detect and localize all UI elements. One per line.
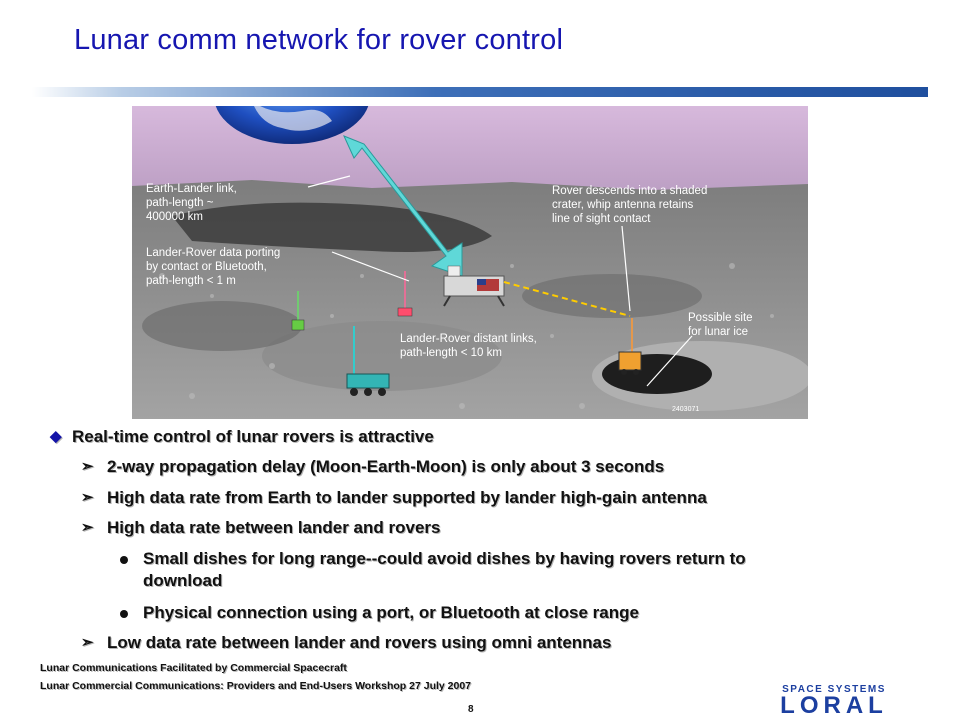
illustration-svg (132, 106, 808, 419)
label-distant-line-2: path-length < 10 km (400, 347, 502, 359)
lunar-surface-illustration (132, 106, 808, 419)
label-crater-line-1: Rover descends into a shaded (552, 185, 708, 197)
footer-line-1: Lunar Communications Facilitated by Commercial Spacecraft (40, 662, 347, 674)
title-divider (32, 87, 928, 97)
arrow-bullet-icon: ➣ (81, 458, 94, 475)
footer-line-2: Lunar Commercial Communications: Providers and End-Users Workshop 27 July 2007 (40, 680, 472, 692)
page-number: 8 (468, 704, 474, 715)
label-earth-lander-line-3: 400000 km (146, 211, 203, 223)
logo-subtitle: SPACE SYSTEMS (782, 684, 886, 695)
bullet-level3 (143, 548, 933, 592)
arrow-bullet-icon: ➣ (81, 489, 94, 506)
dot-bullet-icon (120, 610, 128, 618)
loral-logo (760, 684, 908, 718)
bullet-text: 2-way propagation delay (Moon-Earth-Moon) is only about 3 seconds (107, 457, 665, 476)
bullet-text: Physical connection using a port, or Bluetooth at close range (143, 603, 639, 622)
slide-title: Lunar comm network for rover control (74, 24, 564, 56)
bullet-text: High data rate between lander and rovers (107, 518, 441, 537)
bullet-text: High data rate from Earth to lander supported by lander high-gain antenna (107, 488, 707, 507)
label-porting-line-3: path-length < 1 m (146, 275, 236, 287)
bullet-level1 (50, 426, 434, 448)
arrow-bullet-icon: ➣ (81, 634, 94, 651)
image-id-label: 2403071 (672, 406, 700, 413)
bullet-level3 (143, 602, 639, 624)
label-porting-line-1: Lander-Rover data porting (146, 247, 281, 259)
arrow-bullet-icon: ➣ (81, 519, 94, 536)
diamond-bullet-icon: ◆ (50, 428, 62, 445)
label-crater-line-2: crater, whip antenna retains (552, 199, 694, 211)
bullet-text-line-2: download (143, 571, 223, 590)
label-ice-line-1: Possible site (688, 312, 753, 324)
dot-bullet-icon (120, 556, 128, 564)
bullet-level2 (81, 487, 707, 509)
logo-wordmark: LORAL (780, 692, 888, 719)
bullet-level2 (81, 632, 612, 654)
label-distant-line-1: Lander-Rover distant links, (400, 333, 537, 345)
bullet-level2 (81, 517, 441, 539)
bullet-text: Low data rate between lander and rovers using omni antennas (107, 633, 612, 652)
label-earth-lander-line-1: Earth-Lander link, (146, 183, 237, 195)
label-ice-line-2: for lunar ice (688, 326, 749, 338)
bullet-text: Real-time control of lunar rovers is attractive (72, 427, 434, 446)
label-crater-line-3: line of sight contact (552, 213, 651, 225)
bullet-text-line-1: Small dishes for long range--could avoid dishes by having rovers return to (143, 549, 746, 568)
label-porting-line-2: by contact or Bluetooth, (146, 261, 267, 273)
label-earth-lander-line-2: path-length ~ (146, 197, 214, 209)
bullet-level2 (81, 456, 665, 478)
